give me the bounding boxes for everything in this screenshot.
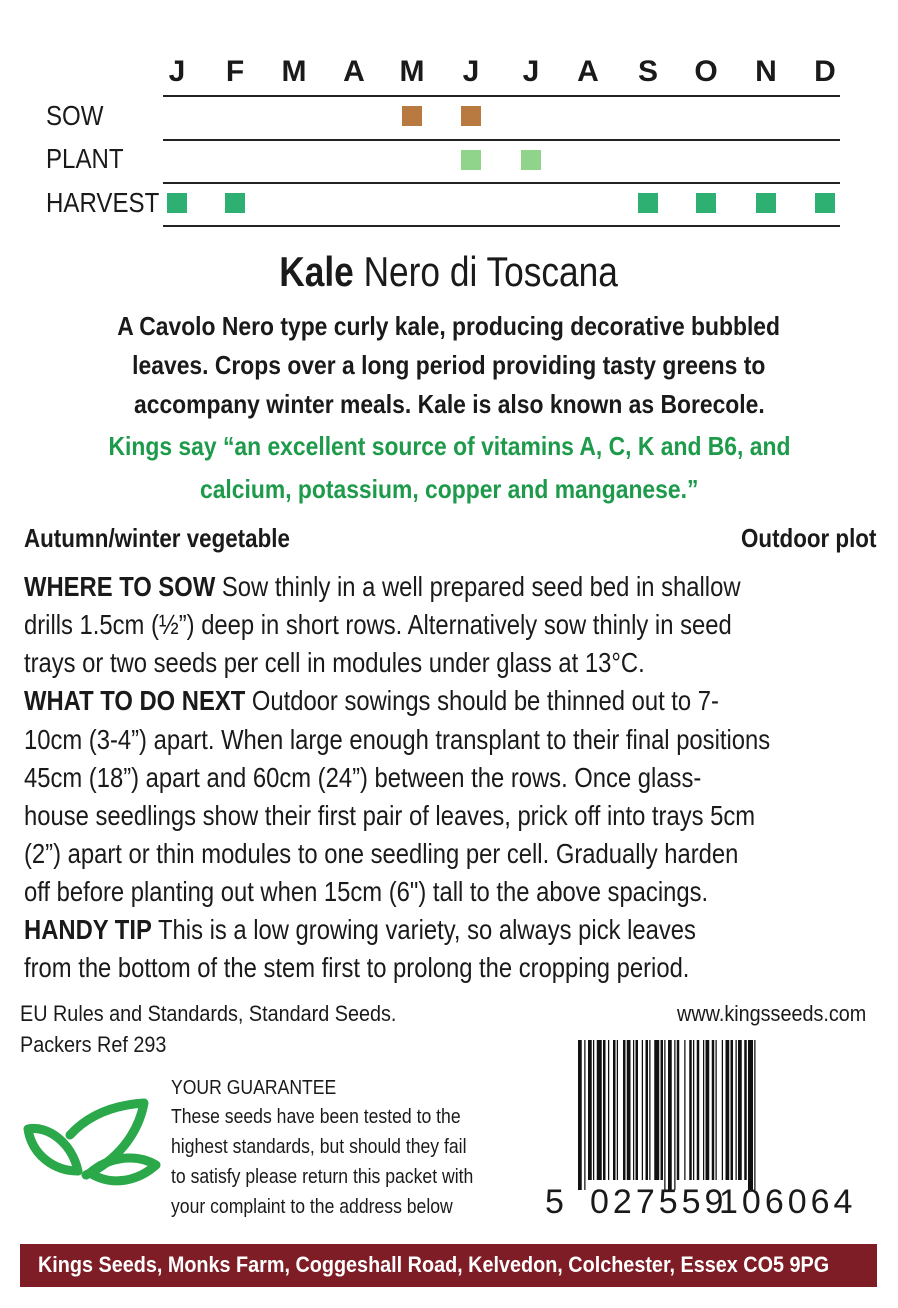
barcode-bar xyxy=(738,1040,742,1180)
barcode-bar xyxy=(623,1040,626,1180)
barcode-bar xyxy=(722,1040,723,1180)
location-label: Outdoor plot xyxy=(740,523,876,553)
barcode-bar xyxy=(608,1040,609,1180)
website-link[interactable]: www.kingsseeds.com xyxy=(676,1001,866,1026)
product-name-bold: Kale xyxy=(279,248,355,295)
what-to-do-next-line: WHAT TO DO NEXT Outdoor sowings should be thinned out to 7- xyxy=(24,685,719,716)
handy-tip-line: from the bottom of the stem first to prolong the cropping period. xyxy=(24,952,690,983)
what-to-do-next-line: 10cm (3-4”) apart. When large enough transplant to their final positions xyxy=(24,724,771,755)
barcode-bar xyxy=(578,1040,582,1190)
packers-ref: Packers Ref 293 xyxy=(20,1032,167,1057)
where-to-sow-line: WHERE TO SOW Sow thinly in a well prepared seed bed in shallow xyxy=(24,571,741,602)
barcode-bar xyxy=(684,1040,685,1180)
address-bar xyxy=(20,1244,877,1287)
guarantee-heading: YOUR GUARANTEE xyxy=(171,1077,337,1099)
where-to-sow-heading: WHERE TO SOW xyxy=(24,571,216,602)
barcode-bar xyxy=(744,1040,747,1180)
where-to-sow-line: drills 1.5cm (½”) deep in short rows. Alternatively sow thinly in seed xyxy=(24,609,732,640)
description-line: A Cavolo Nero type curly kale, producing decorative bubbled xyxy=(117,311,781,341)
barcode-bar xyxy=(697,1040,700,1180)
month-jun: J xyxy=(462,55,480,88)
season-label: Autumn/winter vegetable xyxy=(24,523,290,553)
what-to-do-next-line: (2”) apart or thin modules to one seedling per cell. Gradually harden xyxy=(24,838,739,869)
calendar-mark-plant xyxy=(461,150,481,170)
calendar-mark-sow xyxy=(402,106,422,126)
quote-line: calcium, potassium, copper and manganese.” xyxy=(199,474,699,504)
calendar-divider xyxy=(163,95,840,97)
product-name-variety: Nero di Toscana xyxy=(354,248,619,295)
barcode-bar xyxy=(597,1040,602,1180)
barcode-left-digits: 027559 xyxy=(590,1183,728,1221)
barcode-bar xyxy=(613,1040,616,1180)
month-apr: A xyxy=(343,55,365,88)
barcode-bar xyxy=(726,1040,730,1180)
quote-line: Kings say “an excellent source of vitamins A, C, K and B6, and xyxy=(108,431,790,461)
barcode-bar xyxy=(674,1040,675,1190)
barcode-bar xyxy=(654,1040,659,1180)
where-to-sow-line: trays or two seeds per cell in modules under glass at 13°C. xyxy=(24,647,645,678)
barcode-bar xyxy=(636,1040,639,1180)
barcode-bar xyxy=(649,1040,650,1180)
what-to-do-next-line: off before planting out when 15cm (6") tall to the above spacings. xyxy=(24,876,709,907)
barcode-bar xyxy=(677,1040,680,1180)
handy-tip-line: HANDY TIP This is a low growing variety, so always pick leaves xyxy=(24,914,696,945)
description-line: accompany winter meals. Kale is also known as Borecole. xyxy=(133,389,765,419)
calendar-mark-harvest xyxy=(225,193,245,213)
calendar-mark-harvest xyxy=(815,193,835,213)
kings-leaf-logo xyxy=(20,1095,162,1191)
month-sep: S xyxy=(637,55,658,88)
month-feb: F xyxy=(225,55,245,88)
barcode-bar xyxy=(661,1040,664,1180)
barcode-bar xyxy=(693,1040,694,1180)
barcode-bar xyxy=(642,1040,643,1180)
what-to-do-next-line: 45cm (18”) apart and 60cm (24”) between the rows. Once glass- xyxy=(24,762,702,793)
barcode-bar xyxy=(748,1040,753,1190)
row-label-plant: PLANT xyxy=(46,143,124,174)
guarantee-line: to satisfy please return this packet with xyxy=(171,1166,474,1188)
what-to-do-next-heading: WHAT TO DO NEXT xyxy=(24,685,246,716)
barcode-bar xyxy=(731,1040,734,1180)
barcode xyxy=(578,1040,863,1190)
barcode-bar xyxy=(706,1040,710,1180)
sowing-calendar xyxy=(0,0,898,240)
month-jul: J xyxy=(522,55,540,88)
row-label-harvest: HARVEST xyxy=(46,187,160,218)
calendar-divider xyxy=(163,139,840,141)
guarantee-line: These seeds have been tested to the xyxy=(171,1106,461,1128)
guarantee-line: highest standards, but should they fail xyxy=(171,1136,467,1158)
barcode-bar xyxy=(617,1040,618,1180)
handy-tip-heading: HANDY TIP xyxy=(24,914,152,945)
barcode-bar xyxy=(716,1040,717,1180)
barcode-bar xyxy=(584,1040,585,1190)
description-line: leaves. Crops over a long period providing tasty greens to xyxy=(132,350,766,380)
calendar-mark-sow xyxy=(461,106,481,126)
barcode-bar xyxy=(588,1040,592,1180)
month-mar: M xyxy=(281,55,307,88)
barcode-bar xyxy=(633,1040,634,1180)
barcode-bar xyxy=(627,1040,631,1180)
row-label-sow: SOW xyxy=(46,100,104,131)
month-dec: D xyxy=(814,55,836,88)
month-nov: N xyxy=(755,55,777,88)
barcode-bar xyxy=(712,1040,715,1180)
barcode-bar xyxy=(593,1040,594,1180)
barcode-bar xyxy=(736,1040,737,1180)
calendar-mark-harvest xyxy=(167,193,187,213)
barcode-bar xyxy=(754,1040,755,1190)
barcode-bar xyxy=(668,1040,672,1190)
barcode-bar xyxy=(603,1040,606,1180)
calendar-mark-harvest xyxy=(638,193,658,213)
barcode-bar xyxy=(664,1040,665,1190)
calendar-mark-harvest xyxy=(756,193,776,213)
barcode-lead-digit: 5 xyxy=(545,1183,568,1221)
standards-text: EU Rules and Standards, Standard Seeds. xyxy=(20,1001,397,1026)
barcode-bar xyxy=(646,1040,649,1180)
month-oct: O xyxy=(694,55,718,88)
product-title xyxy=(0,248,898,296)
calendar-divider xyxy=(163,182,840,184)
month-aug: A xyxy=(577,55,599,88)
calendar-mark-plant xyxy=(521,150,541,170)
barcode-bar xyxy=(703,1040,704,1180)
company-address: Kings Seeds, Monks Farm, Coggeshall Road, Kelvedon, Colchester, Essex CO5 9PG xyxy=(38,1252,830,1277)
calendar-divider xyxy=(163,225,840,227)
barcode-bar xyxy=(689,1040,692,1180)
what-to-do-next-line: house seedlings show their first pair of leaves, prick off into trays 5cm xyxy=(24,800,756,831)
calendar-mark-harvest xyxy=(696,193,716,213)
guarantee-line: your complaint to the address below xyxy=(171,1196,453,1218)
month-may: M xyxy=(399,55,425,88)
barcode-right-digits: 106064 xyxy=(719,1183,857,1221)
month-jan: J xyxy=(168,55,186,88)
